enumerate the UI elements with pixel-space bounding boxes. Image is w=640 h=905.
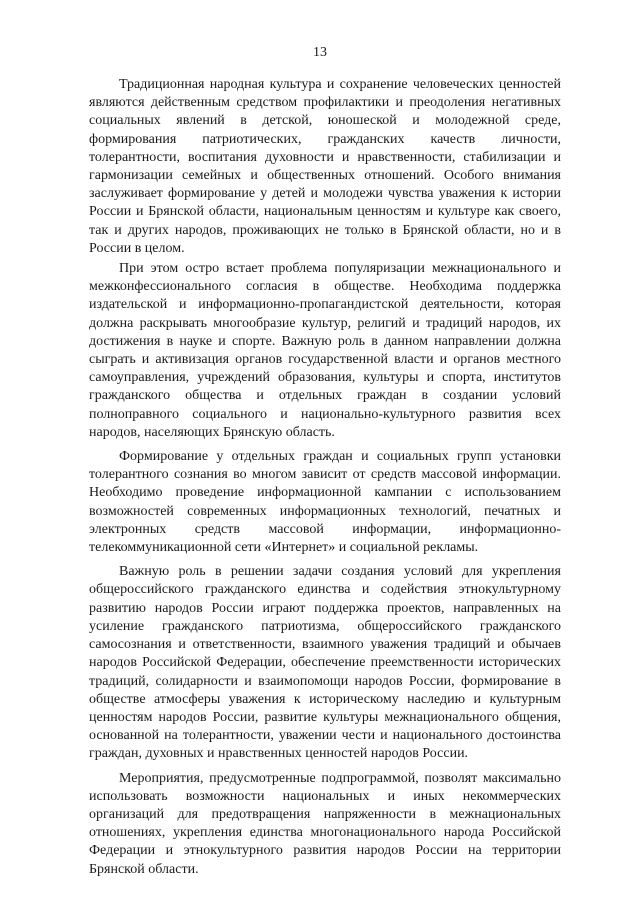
- document-body: [89, 76, 561, 879]
- paragraph-mass-media: Формирование у отдельных граждан и социальных групп установки толерантного сознания во многом зависит от средств массовой информации. Необходимо проведение информационной кампании с использованием возможностей современных информационных технологий, печатных и электронных средств массовой информации, информационно-телекоммуникационной сети «Интернет» и социальной рекламы.: [89, 449, 561, 556]
- paragraph-traditional-culture: Традиционная народная культура и сохранение человеческих ценностей являются действенным средством профилактики и преодоления негативных социальных явлений в детской, юношеской и молодежной среде, формирования патриотических, гражданских качеств личности, толерантности, воспитания духовности и нравственности, стабилизации и гармонизации семейных и общественных отношений. Особого внимания заслуживает формирование у детей и молодежи чувства уважения к истории России и Брянской области, национальным ценностям и культуре как своего, так и других народов, проживающих не только в Брянской области, но и в России в целом.: [89, 77, 561, 256]
- paragraph-interethnic-harmony: При этом остро встает проблема популяризации межнационального и межконфессионального согласия в обществе. Необходима поддержка издательской и информационно-пропагандистской деятельности, которая должна раскрывать многообразие культур, религий и традиций народов, их достижения в науке и спорте. Важную роль в данном направлении должна сыграть и активизация органов государственной власти и органов местного самоуправления, учреждений образования, культуры и спорта, институтов гражданского общества и отдельных граждан в создании условий полноправного социального и национально-культурного развития всех народов, населяющих Брянскую область.: [89, 261, 561, 440]
- paragraph-civic-unity: Важную роль в решении задачи создания условий для укрепления общероссийского гражданского единства и содействия этнокультурному развитию народов России играют поддержка проектов, направленных на усиление гражданского патриотизма, общероссийского гражданского самосознания и ответственности, взаимного уважения традиций и обычаев народов Российской Федерации, обеспечение преемственности исторических традиций, солидарности и взаимопомощи народов России, формирование в обществе атмосферы уважения к историческому наследию и культурным ценностям народов России, развитие культуры межнационального общения, основанной на толерантности, уважении чести и национального достоинства граждан, духовных и нравственных ценностей народов России.: [89, 564, 561, 762]
- paragraph-subprogram-measures: Мероприятия, предусмотренные подпрограммой, позволят максимально использовать возможности национальных и иных некоммерческих организаций для предотвращения напряженности в межнациональных отношениях, укрепления единства многонационального народа Российской Федерации и этнокультурного развития народов России на территории Брянской области.: [89, 770, 561, 877]
- page-number: 13: [313, 45, 327, 60]
